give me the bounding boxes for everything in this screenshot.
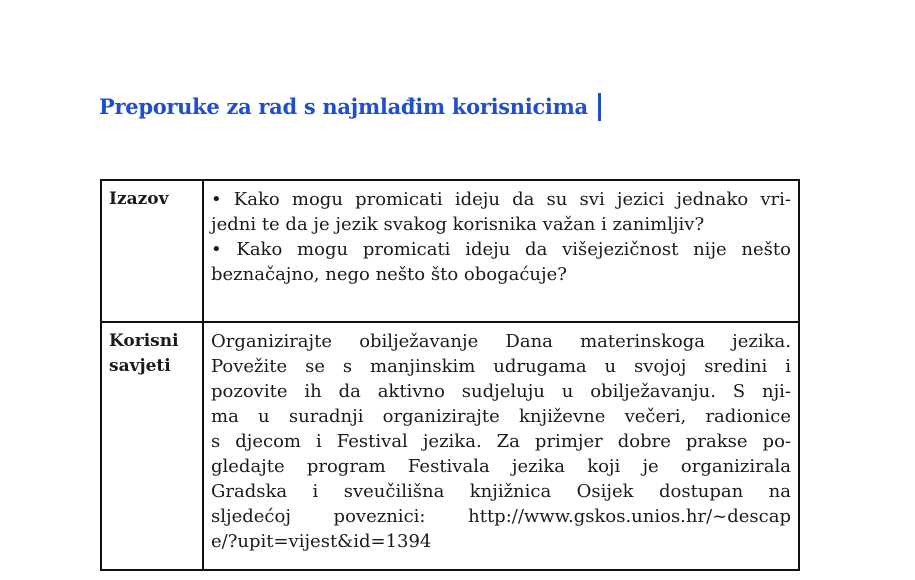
row-label-tips-line: savjeti bbox=[109, 356, 171, 376]
row-label-challenge-text: Izazov bbox=[109, 189, 169, 209]
table-row-challenge bbox=[101, 180, 799, 322]
tips-line: gledajte program Festivala jezika koji je organizirala bbox=[211, 456, 791, 477]
page-heading-text: Preporuke za rad s najmlađim korisnicima bbox=[99, 94, 588, 119]
page-heading bbox=[99, 90, 601, 124]
tips-line: Organizirajte obilježavanje Dana materinskoga jezika. bbox=[211, 331, 791, 352]
row-content-tips bbox=[203, 322, 799, 570]
row-label-tips bbox=[101, 322, 203, 570]
tips-link-line[interactable]: e/?upit=vijest&id=1394 bbox=[211, 531, 432, 552]
challenge-line: • Kako mogu promicati ideju da su svi jezici jednako vri- bbox=[211, 189, 791, 210]
tips-link-line[interactable]: sljedećoj poveznici: http://www.gskos.unios.hr/~descap bbox=[211, 506, 791, 527]
tips-line: Gradska i sveučilišna knjižnica Osijek dostupan na bbox=[211, 481, 791, 502]
row-label-challenge bbox=[101, 180, 203, 322]
row-content-challenge bbox=[203, 180, 799, 322]
challenge-line: beznačajno, nego nešto što obogaćuje? bbox=[211, 264, 567, 285]
recommendations-table bbox=[100, 179, 800, 571]
table-row-tips bbox=[101, 322, 799, 570]
heading-bar-decoration bbox=[598, 93, 601, 121]
challenge-line: jedni te da je jezik svakog korisnika važan i zanimljiv? bbox=[211, 214, 705, 235]
challenge-line: • Kako mogu promicati ideju da višejezičnost nije nešto bbox=[211, 239, 791, 260]
row-label-tips-line: Korisni bbox=[109, 331, 179, 351]
tips-line: Povežite se s manjinskim udrugama u svojoj sredini i bbox=[211, 356, 791, 377]
tips-line: pozovite ih da aktivno sudjeluju u obilježavanju. S nji- bbox=[211, 381, 791, 402]
tips-line: ma u suradnji organizirajte književne večeri, radionice bbox=[211, 406, 791, 427]
tips-line: s djecom i Festival jezika. Za primjer dobre prakse po- bbox=[211, 431, 791, 452]
